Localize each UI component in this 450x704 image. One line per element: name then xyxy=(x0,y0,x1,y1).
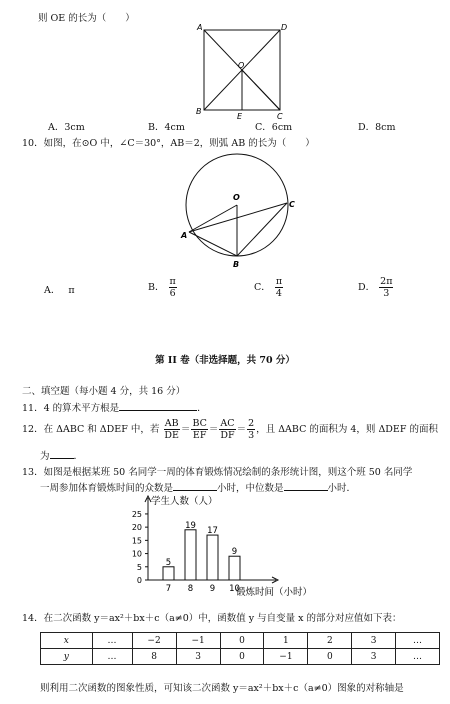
label-E: E xyxy=(237,112,243,120)
bar-value-label: 17 xyxy=(207,526,218,537)
bar xyxy=(229,556,240,580)
q12-line1: 12．在 ΔABC 和 ΔDEF 中，若 $\frac{AB}{DE}$ ＝ $\frac{BC}{EF}$ ＝ $\frac{AC}{DF}$ ＝ $\frac{2}{3}$ ，且 ΔABC 的面积为 4，则 ΔDEF 的面积 xyxy=(22,418,438,441)
bar xyxy=(185,530,196,580)
q10-option-d[interactable]: D． $\frac{2\pi}{3}$ xyxy=(358,276,393,299)
x-tick-label: 10 xyxy=(229,584,240,594)
y-tick-label: 0 xyxy=(136,576,142,585)
table-cell: … xyxy=(92,633,132,649)
y-tick-label: 25 xyxy=(131,509,142,519)
label-B: B xyxy=(233,260,240,269)
table-cell: … xyxy=(92,649,132,665)
q10-stem: 10．如图，在⊙O 中，∠C＝30°，AB＝2，则弧 AB 的长为（ ） xyxy=(22,138,315,149)
label-C: C xyxy=(277,112,283,120)
q14-tail: 则利用二次函数的图象性质，可知该二次函数 y＝ax²＋bx＋c（a≠0）图象的对称轴是 xyxy=(40,683,404,694)
y-tick-label: 20 xyxy=(131,523,142,533)
label-O: O xyxy=(233,193,240,202)
table-cell: 3 xyxy=(352,649,396,665)
q12-line2: 为 ． xyxy=(40,451,84,462)
table-cell: −1 xyxy=(176,633,220,649)
q14-value-table xyxy=(40,632,440,665)
table-row xyxy=(41,633,440,649)
q9-option-a[interactable]: A．3cm xyxy=(48,122,85,133)
part2-title: 二、填空题（每小题 4 分，共 16 分） xyxy=(22,386,186,397)
y-tick-label: 15 xyxy=(131,536,142,546)
q9-option-b[interactable]: B．4cm xyxy=(148,122,185,133)
q10-circle-figure xyxy=(176,152,301,272)
table-cell: 3 xyxy=(176,649,220,665)
table-cell: −2 xyxy=(132,633,176,649)
q13-line2: 一周参加体育锻炼时间的众数是 小时，中位数是 小时． xyxy=(40,483,357,494)
bar-chart xyxy=(110,490,430,600)
x-tick-label: 9 xyxy=(209,584,216,594)
label-A: A xyxy=(181,231,188,240)
q11: 11．4 的算术平方根是 ． xyxy=(22,403,207,414)
bar-value-label: 9 xyxy=(231,547,238,558)
q10-option-c[interactable]: C． $\frac{\pi}{4}$ xyxy=(254,276,283,299)
table-cell: … xyxy=(396,633,440,649)
table-cell: 0 xyxy=(220,633,264,649)
table-cell: 1 xyxy=(264,633,308,649)
table-cell: 0 xyxy=(308,649,352,665)
q9-stem: 则 OE 的长为（ ） xyxy=(38,13,135,24)
y-tick-label: 10 xyxy=(131,549,142,559)
label-A: A xyxy=(197,23,203,32)
table-cell: y xyxy=(41,649,93,665)
q9-option-d[interactable]: D．8cm xyxy=(358,122,396,133)
table-cell: −1 xyxy=(264,649,308,665)
table-cell: 8 xyxy=(132,649,176,665)
q9-option-c[interactable]: C．6cm xyxy=(255,122,293,133)
q13-line1: 13．如图是根据某班 50 名同学一周的体育锻炼情况绘制的条形统计图，则这个班 50 名同学 xyxy=(22,467,413,478)
label-O: O xyxy=(238,61,245,70)
label-C: C xyxy=(289,200,295,209)
table-row xyxy=(41,649,440,665)
bar-value-label: 5 xyxy=(165,557,172,568)
bar xyxy=(163,567,174,580)
y-axis-title: 学生人数（人） xyxy=(151,496,218,507)
table-cell: 0 xyxy=(220,649,264,665)
q10-option-a[interactable]: A． π xyxy=(44,285,75,296)
q14-stem: 14．在二次函数 y＝ax²＋bx＋c（a≠0）中，函数值 y 与自变量 x 的部分对应值如下表： xyxy=(22,613,402,624)
label-B: B xyxy=(196,107,202,116)
x-tick-label: 8 xyxy=(187,584,194,594)
bar xyxy=(207,535,218,580)
section-title: 第 II 卷（非选择题，共 70 分） xyxy=(155,355,295,366)
table-cell: 2 xyxy=(308,633,352,649)
table-cell: … xyxy=(396,649,440,665)
bar-value-label: 19 xyxy=(185,520,196,531)
q11-answer-blank[interactable] xyxy=(119,410,197,411)
q9-square-figure xyxy=(195,20,290,120)
label-D: D xyxy=(281,23,288,32)
x-tick-label: 7 xyxy=(165,584,172,594)
table-cell: 3 xyxy=(352,633,396,649)
x-axis-title: 锻炼时间（小时） xyxy=(236,587,313,598)
q10-option-b[interactable]: B． $\frac{\pi}{6}$ xyxy=(148,276,176,299)
table-cell: x xyxy=(41,633,93,649)
q12-answer-blank[interactable] xyxy=(50,458,74,459)
y-tick-label: 5 xyxy=(136,562,142,572)
